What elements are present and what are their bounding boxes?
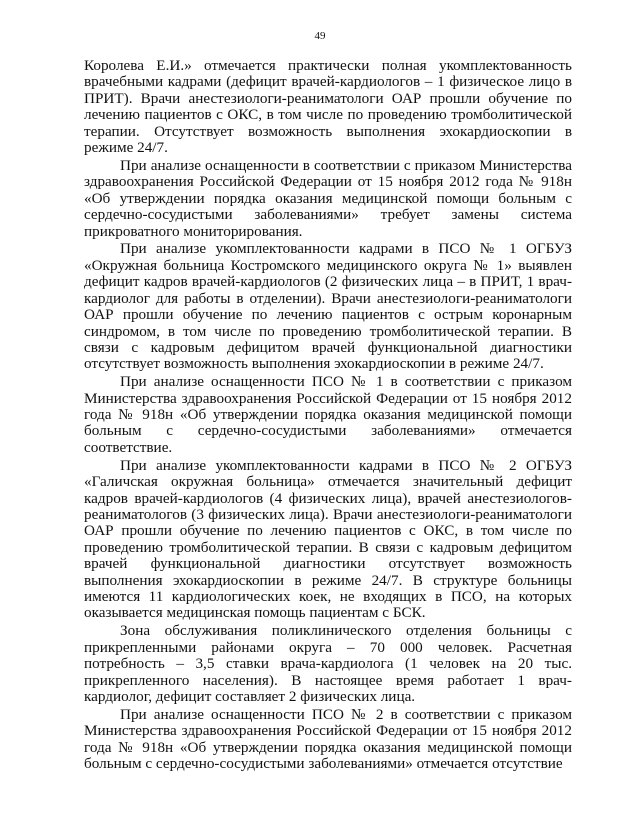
- paragraph-continued: Королева Е.И.» отмечается практически полная укомплектованность врачебными кадрами (дефицит врачей-кардиологов – 1 физическое лицо в ПРИТ). Врачи анестезиологи-реаниматологи ОАР прошли обучение по лечению пациентов с ОКС, в том числе по проведению тромболитической терапии. Отсутствует возможность выполнения эхокардиоскопии в режиме 24/7.: [84, 57, 572, 157]
- paragraph-equipment-pso-2: При анализе оснащенности ПСО № 2 в соответствии с приказом Министерства здравоохранения Российской Федерации от 15 ноября 2012 года № 918н «Об утверждении порядка оказания медицинской помощи больным с сердечно-сосудистыми заболеваниями» отмечается отсутствие: [84, 705, 572, 773]
- paragraph-equipment-first-facility: При анализе оснащенности в соответствии с приказом Министерства здравоохранения Российской Федерации от 15 ноября 2012 года № 918н «Об утверждении порядка оказания медицинской помощи больным с сердечно-сосудистыми заболеваниями» требует замены система прикроватного мониторирования.: [84, 156, 572, 240]
- document-body: [84, 58, 572, 774]
- paragraph-staffing-pso-1: При анализе укомплектованности кадрами в ПСО № 1 ОГБУЗ «Окружная больница Костромского медицинского округа № 1» выявлен дефицит кадров врачей-кардиологов (2 физических лица – в ПРИТ, 1 врач-кардиолог для работы в отделении). Врачи анестезиологи-реаниматологи ОАР прошли обучение по лечению пациентов с острым коронарным синдромом, в том числе по проведению тромболитической терапии. В связи с кадровым дефицитом врачей функциональной диагностики отсутствует возможность выполнения эхокардиоскопии в режиме 24/7.: [84, 240, 572, 373]
- paragraph-outpatient-zone: Зона обслуживания поликлинического отделения больницы с прикрепленными районами округа – 70 000 человек. Расчетная потребность – 3,5 ставки врача-кардиолога (1 человек на 20 тыс. прикрепленного населения). В настоящее время работает 1 врач-кардиолог, дефицит составляет 2 физических лица.: [84, 622, 572, 705]
- paragraph-staffing-pso-2: При анализе укомплектованности кадрами в ПСО № 2 ОГБУЗ «Галичская окружная больница» отмечается значительный дефицит кадров врачей-кардиологов (4 физических лица), врачей анестезиологов-реаниматологов (3 физических лица). Врачи анестезиологи-реаниматологи ОАР прошли обучение по лечению пациентов с ОКС, в том числе по проведению тромболитической терапии. В связи с кадровым дефицитом врачей функциональной диагностики отсутствует возможность выполнения эхокардиоскопии в режиме 24/7. В структуре больницы имеются 11 кардиологических коек, не входящих в ПСО, на которых оказывается медицинская помощь пациентам с БСК.: [84, 456, 572, 622]
- paragraph-equipment-pso-1: При анализе оснащенности ПСО № 1 в соответствии с приказом Министерства здравоохранения Российской Федерации от 15 ноября 2012 года № 918н «Об утверждении порядка оказания медицинской помощи больным с сердечно-сосудистыми заболеваниями» отмечается соответствие.: [84, 373, 572, 456]
- page-number: 49: [314, 30, 326, 42]
